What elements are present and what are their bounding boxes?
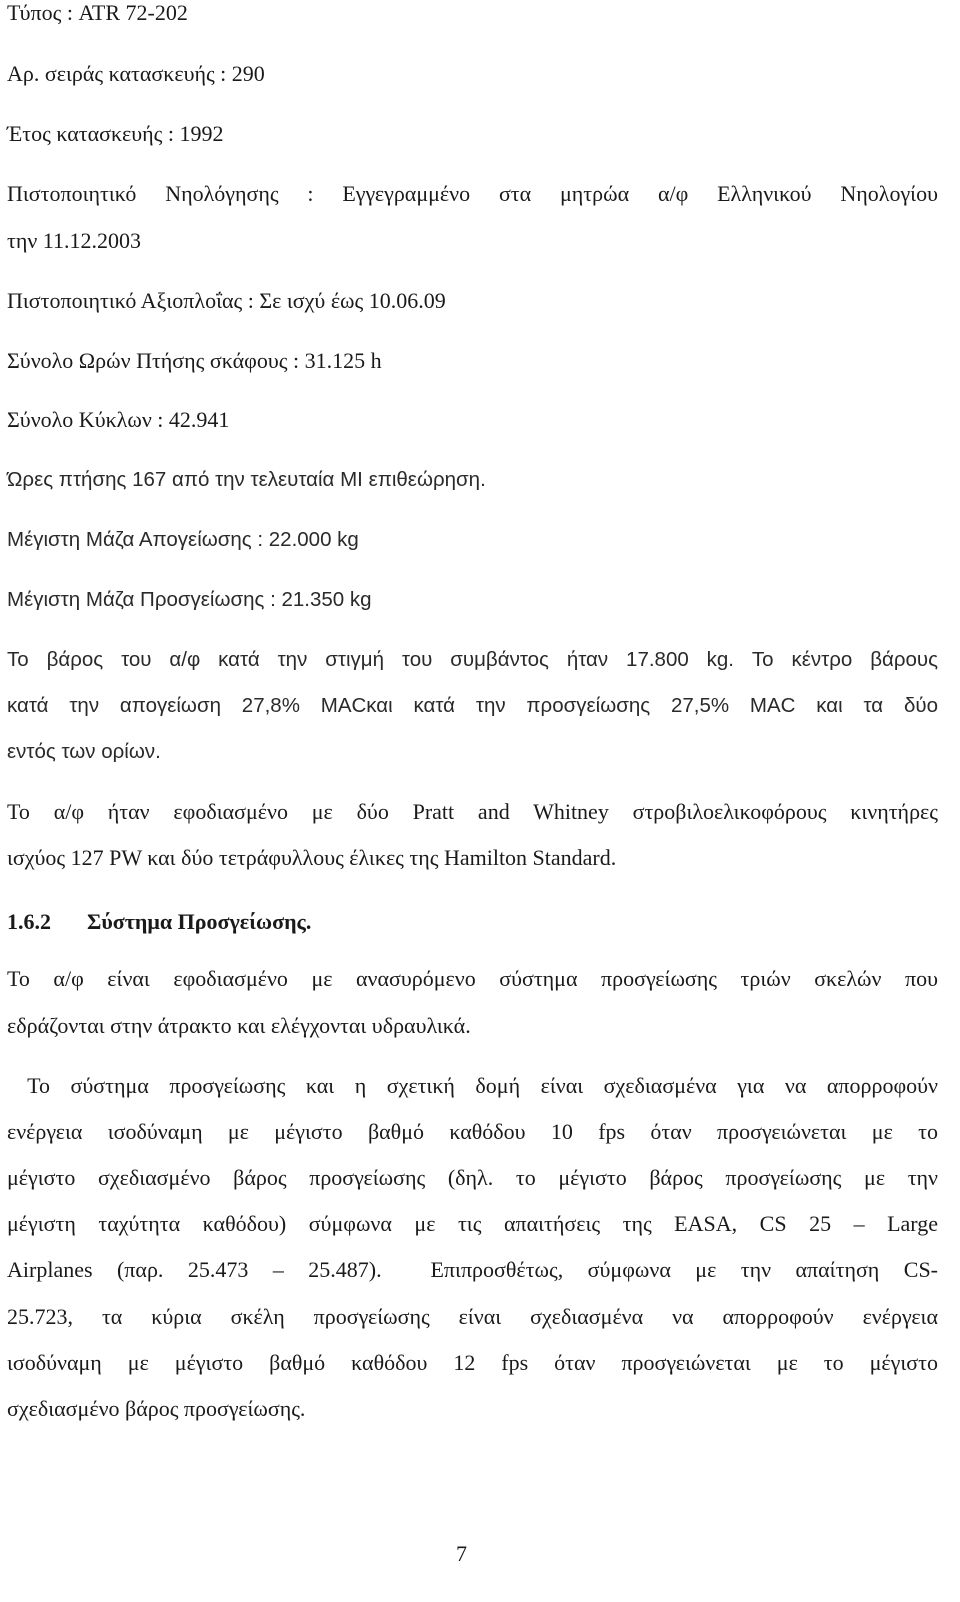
section-title: Σύστημα Προσγείωσης. (87, 909, 312, 934)
weight-paragraph-line-2: κατά την απογείωση 27,8% MACκαι κατά την προσγείωσης 27,5% MAC και τα δύο (7, 694, 938, 717)
weight-paragraph-line-1: Το βάρος του α/φ κατά την στιγμή του συμβάντος ήταν 17.800 kg. Το κέντρο βάρους (7, 648, 938, 671)
energy-paragraph-line-7: ισοδύναμη με μέγιστο βαθμό καθόδου 12 fps όταν προσγειώνεται με το μέγιστο (7, 1350, 938, 1375)
weight-paragraph-line-3: εντός των ορίων. (7, 740, 161, 763)
energy-paragraph-line-1: Το σύστημα προσγείωσης και η σχετική δομή είναι σχεδιασμένα για να απορροφούν (7, 1073, 938, 1098)
energy-paragraph-line-6: 25.723, τα κύρια σκέλη προσγείωσης είναι σχεδιασμένα να απορροφούν ενέργεια (7, 1304, 938, 1329)
section-number: 1.6.2 (7, 909, 51, 934)
landing-gear-paragraph-line-1: Το α/φ είναι εφοδιασμένο με ανασυρόμενο σύστημα προσγείωσης τριών σκελών που (7, 966, 938, 991)
energy-paragraph-line-2: ενέργεια ισοδύναμη με μέγιστο βαθμό καθόδου 10 fps όταν προσγειώνεται με το (7, 1119, 938, 1144)
energy-paragraph-line-8: σχεδιασμένο βάρος προσγείωσης. (7, 1396, 306, 1421)
hours-since-inspection-line: Ώρες πτήσης 167 από την τελευταία MI επιθεώρηση. (7, 468, 486, 491)
section-heading (7, 909, 311, 935)
max-takeoff-mass-line: Μέγιστη Μάζα Απογείωσης : 22.000 kg (7, 528, 359, 551)
energy-paragraph-line-4: μέγιστη ταχύτητα καθόδου) σύμφωνα με τις απαιτήσεις της EASA, CS 25 – Large (7, 1211, 938, 1236)
landing-gear-paragraph-line-2: εδράζονται στην άτρακτο και ελέγχονται υδραυλικά. (7, 1013, 471, 1038)
max-landing-mass-line: Μέγιστη Μάζα Προσγείωσης : 21.350 kg (7, 588, 372, 611)
airworthiness-certificate-line: Πιστοποιητικό Αξιοπλοΐας : Σε ισχύ έως 10.06.09 (7, 288, 446, 313)
total-flight-hours-line: Σύνολο Ωρών Πτήσης σκάφους : 31.125 h (7, 348, 382, 373)
aircraft-type-line: Τύπος : ATR 72-202 (7, 0, 188, 25)
manufacture-year-line: Έτος κατασκευής : 1992 (7, 121, 224, 146)
engines-paragraph-line-1: Το α/φ ήταν εφοδιασμένο με δύο Pratt and Whitney στροβιλοελικοφόρους κινητήρες (7, 799, 938, 824)
registration-certificate-line: Πιστοποιητικό Νηολόγησης : Εγγεγραμμένο στα μητρώα α/φ Ελληνικού Νηολογίου (7, 181, 938, 206)
energy-paragraph-line-5: Airplanes (παρ. 25.473 – 25.487). Επιπροσθέτως, σύμφωνα με την απαίτηση CS- (7, 1257, 938, 1282)
serial-number-line: Αρ. σειράς κατασκευής : 290 (7, 61, 265, 86)
total-cycles-line: Σύνολο Κύκλων : 42.941 (7, 407, 230, 432)
engines-paragraph-line-2: ισχύος 127 PW και δύο τετράφυλλους έλικες της Hamilton Standard. (7, 845, 617, 870)
energy-paragraph-line-3: μέγιστο σχεδιασμένο βάρος προσγείωσης (δηλ. το μέγιστο βάρος προσγείωσης με την (7, 1165, 938, 1190)
page-number: 7 (456, 1541, 467, 1566)
registration-date-line: την 11.12.2003 (7, 228, 141, 253)
